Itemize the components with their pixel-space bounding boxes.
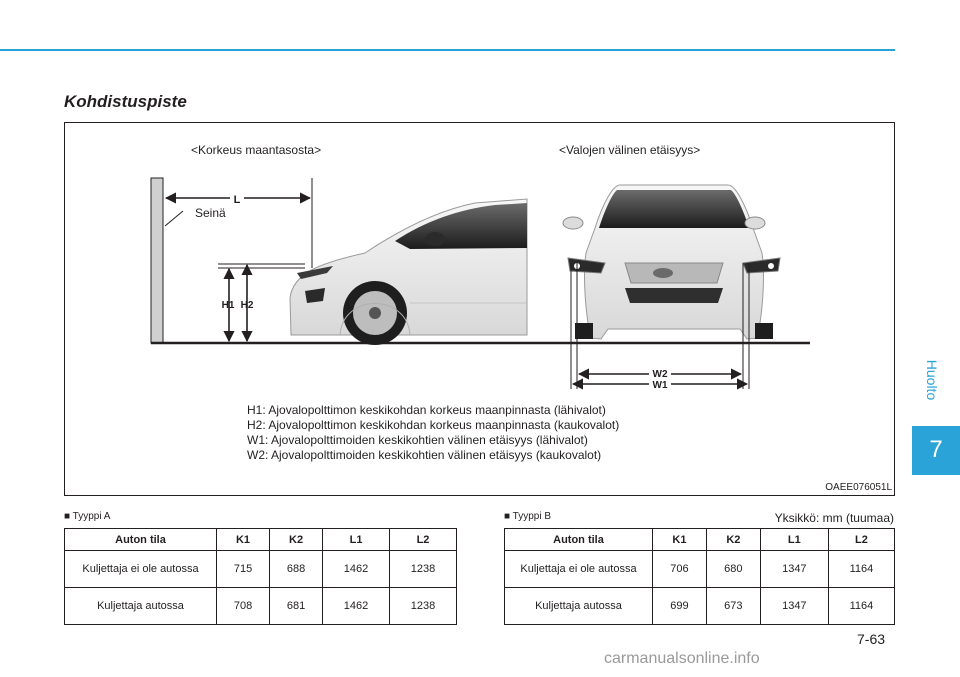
table-cell: 680 (706, 551, 760, 588)
col-header: K2 (706, 529, 760, 551)
dim-label-l: L (233, 194, 241, 206)
type-b-label: ■ Tyyppi B (504, 511, 551, 522)
table-cell: 688 (270, 551, 323, 588)
headlight-aiming-figure (64, 122, 895, 496)
table-cell: Kuljettaja autossa (505, 588, 653, 625)
car-side-view-icon (290, 199, 527, 345)
dim-label-h1: H1 (221, 300, 235, 311)
watermark: carmanualsonline.info (604, 650, 760, 667)
table-type-b (504, 528, 895, 625)
table-cell: 1164 (828, 588, 894, 625)
legend-w2: W2: Ajovalopolttimoiden keskikohtien välinen etäisyys (kaukovalot) (247, 448, 602, 462)
unit-label: Yksikkö: mm (tuumaa) (774, 511, 894, 525)
dim-label-w2: W2 (652, 369, 668, 380)
table-cell: Kuljettaja autossa (65, 588, 217, 625)
table-row (505, 551, 895, 588)
legend-h2: H2: Ajovalopolttimon keskikohdan korkeus maanpinnasta (kaukovalot) (247, 418, 620, 432)
section-title: Kohdistuspiste (64, 92, 187, 111)
col-header: L1 (760, 529, 828, 551)
type-a-label: ■ Tyyppi A (64, 511, 111, 522)
table-header-row (65, 529, 457, 551)
chapter-tab (912, 426, 960, 475)
figure-code: OAEE076051L (825, 482, 892, 493)
col-header: L2 (390, 529, 457, 551)
table-cell: Kuljettaja ei ole autossa (65, 551, 217, 588)
col-header: K2 (270, 529, 323, 551)
col-header: K1 (653, 529, 707, 551)
table-cell: 1164 (828, 551, 894, 588)
dim-label-h2: H2 (240, 300, 254, 311)
table-cell: 715 (217, 551, 270, 588)
table-cell: 708 (217, 588, 270, 625)
caption-height-from-ground: <Korkeus maantasosta> (191, 143, 322, 157)
legend-w1: W1: Ajovalopolttimoiden keskikohtien välinen etäisyys (lähivalot) (247, 433, 588, 447)
page-number: 7-63 (857, 631, 886, 647)
table-cell: 673 (706, 588, 760, 625)
table-cell: 699 (653, 588, 707, 625)
col-header: L2 (828, 529, 894, 551)
legend-h1: H1: Ajovalopolttimon keskikohdan korkeus maanpinnasta (lähivalot) (247, 403, 606, 417)
table-cell: 1238 (390, 551, 457, 588)
col-header: K1 (217, 529, 270, 551)
side-tab-label: Huolto (924, 359, 940, 401)
top-rule (0, 49, 895, 51)
table-row (65, 551, 457, 588)
figure-legend (247, 403, 619, 463)
wall-label: Seinä (195, 206, 226, 220)
dim-label-w1: W1 (652, 380, 668, 391)
wall-icon (151, 178, 163, 343)
table-header-row (505, 529, 895, 551)
table-cell: Kuljettaja ei ole autossa (505, 551, 653, 588)
table-cell: 1238 (390, 588, 457, 625)
car-front-view-icon (563, 185, 780, 339)
table-cell: 1462 (323, 588, 390, 625)
table-cell: 1462 (323, 551, 390, 588)
table-cell: 1347 (760, 588, 828, 625)
table-row (505, 588, 895, 625)
table-cell: 706 (653, 551, 707, 588)
wall-pointer (165, 211, 183, 226)
table-type-a (64, 528, 457, 625)
col-header: Auton tila (505, 529, 653, 551)
table-row (65, 588, 457, 625)
table-cell: 681 (270, 588, 323, 625)
chapter-number: 7 (929, 436, 943, 463)
col-header: L1 (323, 529, 390, 551)
caption-distance-between-lights: <Valojen välinen etäisyys> (559, 143, 701, 157)
table-cell: 1347 (760, 551, 828, 588)
col-header: Auton tila (65, 529, 217, 551)
